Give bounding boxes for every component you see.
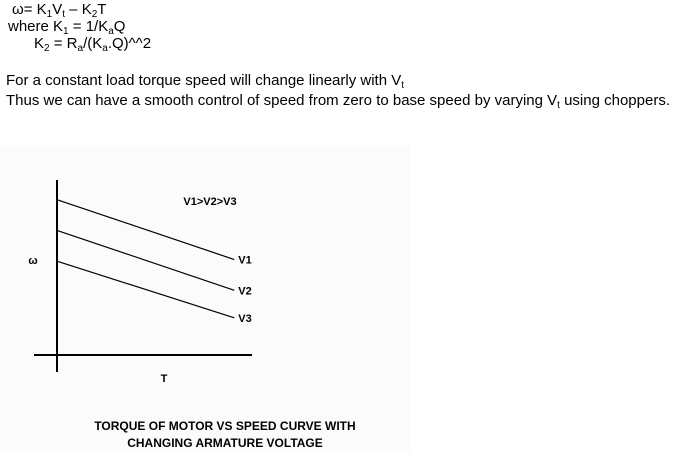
series-label-v1: V1 — [238, 254, 252, 267]
speed-torque-chart — [0, 145, 410, 452]
equation-k1: where $K_1 = 1/K_aQ$ — [8, 18, 126, 37]
series-layer — [57, 200, 252, 325]
voltage-order-annotation: V1>V2>V3 — [183, 196, 237, 208]
chart-title-line-1: TORQUE OF MOTOR VS SPEED CURVE WITH — [94, 419, 356, 433]
series-line-v3 — [57, 261, 234, 318]
series-line-v2 — [57, 230, 234, 290]
equation-k2: $K_2$ = $R_a/(K_a.Q)\^{}\^{}2$ — [34, 35, 152, 54]
equation-omega: $\omega= K_1V_t - K_2T$ — [12, 1, 107, 20]
paragraph-linear-change: For a constant load torque speed will change linearly with $V_t$ — [6, 72, 405, 91]
x-axis-label: T — [160, 373, 168, 385]
paragraph-chopper-control: Thus we can have a smooth control of speed from zero to base speed by varying $V_t$ using choppers. — [6, 92, 670, 111]
series-label-v2: V2 — [238, 285, 252, 298]
series-label-v3: V3 — [238, 312, 252, 325]
speed-torque-figure — [0, 145, 410, 452]
series-line-v1 — [57, 200, 234, 260]
omega-symbol: ω — [12, 1, 24, 18]
chart-title-line-2: CHANGING ARMATURE VOLTAGE — [127, 436, 323, 450]
y-axis-label: ω — [28, 255, 38, 267]
